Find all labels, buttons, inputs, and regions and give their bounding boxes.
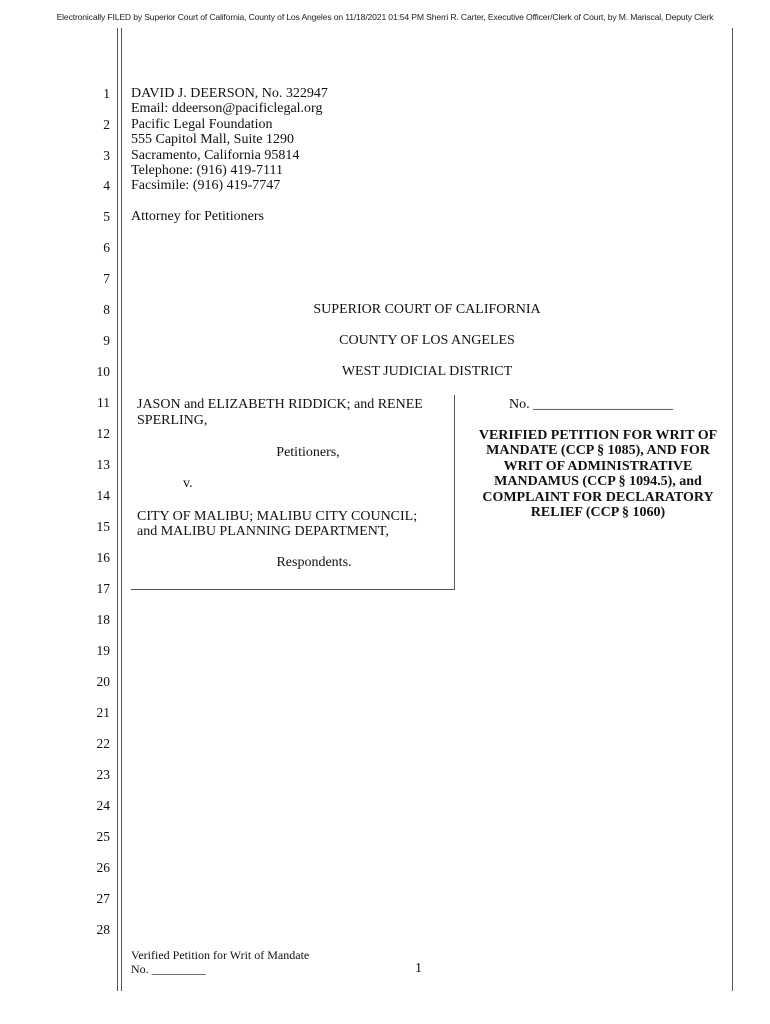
line-number: 6	[103, 240, 110, 255]
title-line: MANDATE (CCP § 1085), AND FOR	[486, 443, 710, 459]
line-number: 13	[96, 457, 110, 472]
line-number: 5	[103, 209, 110, 224]
title-line: COMPLAINT FOR DECLARATORY	[482, 489, 714, 505]
respondents-names-line-2: and MALIBU PLANNING DEPARTMENT,	[137, 524, 389, 539]
line-number: 7	[103, 271, 110, 286]
firm-name: Pacific Legal Foundation	[131, 117, 273, 132]
address-line-1: 555 Capitol Mall, Suite 1290	[131, 132, 294, 147]
line-number: 18	[96, 612, 110, 627]
left-margin-rule-inner	[121, 28, 122, 991]
left-margin-rule-outer	[117, 28, 118, 991]
line-number: 28	[96, 922, 110, 937]
line-number: 17	[96, 581, 110, 596]
footer-doc-number: No. _________	[131, 962, 206, 976]
attorney-name: DAVID J. DEERSON, No. 322947	[131, 86, 328, 101]
line-number: 4	[103, 178, 110, 193]
line-number: 25	[96, 829, 110, 844]
line-number: 21	[96, 705, 110, 720]
title-line: VERIFIED PETITION FOR WRIT OF	[478, 428, 718, 443]
court-district: WEST JUDICIAL DISTRICT	[341, 364, 513, 379]
line-number: 3	[103, 148, 110, 163]
line-number: 16	[96, 550, 110, 565]
line-number: 11	[97, 395, 110, 410]
attorney-email: Email: ddeerson@pacificlegal.org	[131, 101, 323, 116]
line-number: 9	[103, 333, 110, 348]
petitioners-names-line-1: JASON and ELIZABETH RIDDICK; and RENEE	[137, 397, 423, 412]
versus: v.	[183, 476, 193, 491]
facsimile: Facsimile: (916) 419-7747	[131, 178, 281, 193]
line-number: 23	[96, 767, 110, 782]
line-number: 2	[103, 117, 110, 132]
line-number: 19	[96, 643, 110, 658]
footer-doc-title: Verified Petition for Writ of Mandate	[131, 948, 310, 962]
line-number: 12	[96, 426, 110, 441]
line-number: 1	[103, 86, 110, 101]
line-number: 26	[96, 860, 110, 875]
page-number: 1	[415, 961, 422, 976]
court-county: COUNTY OF LOS ANGELES	[339, 333, 515, 348]
title-line: MANDAMUS (CCP § 1094.5), and	[494, 474, 702, 490]
respondents-label: Respondents.	[276, 555, 352, 570]
line-number: 27	[96, 891, 110, 906]
court-name: SUPERIOR COURT OF CALIFORNIA	[313, 302, 541, 317]
petitioners-names-line-2: SPERLING,	[137, 413, 208, 428]
line-number: 15	[96, 519, 110, 534]
case-number: No. ____________________	[509, 397, 674, 412]
line-number: 24	[96, 798, 110, 813]
right-margin-rule	[732, 28, 733, 991]
line-number: 8	[103, 302, 110, 317]
respondents-names-line-1: CITY OF MALIBU; MALIBU CITY COUNCIL;	[137, 509, 418, 524]
line-number: 22	[96, 736, 110, 751]
line-number: 14	[96, 488, 110, 503]
document-title	[467, 428, 729, 520]
telephone: Telephone: (916) 419-7111	[131, 163, 283, 178]
line-number: 20	[96, 674, 110, 689]
e-filing-header: Electronically FILED by Superior Court of California, County of Los Angeles on 11/18/2021 01:54 PM Sherri R. Carter, Executive Officer/Clerk of Court, by M. Mariscal, Deputy Clerk	[56, 12, 714, 22]
attorney-role: Attorney for Petitioners	[131, 209, 264, 224]
title-line: WRIT OF ADMINISTRATIVE	[503, 458, 693, 474]
address-line-2: Sacramento, California 95814	[131, 148, 300, 163]
petitioners-label: Petitioners,	[276, 445, 340, 460]
line-number: 10	[96, 364, 110, 379]
title-line: RELIEF (CCP § 1060)	[530, 505, 666, 521]
